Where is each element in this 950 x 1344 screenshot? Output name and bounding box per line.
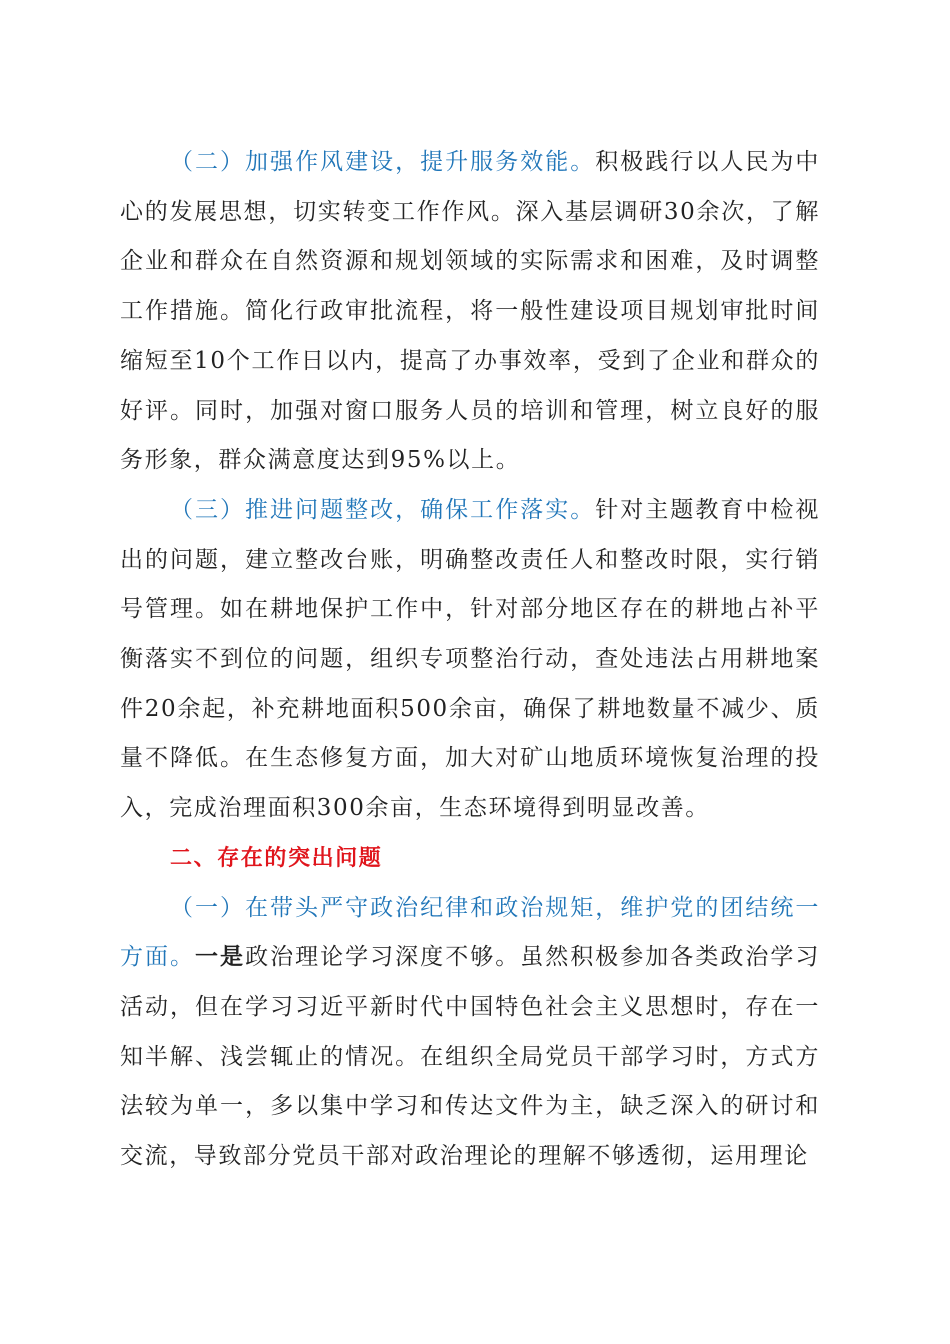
paragraph-political-discipline-text: 政治理论学习深度不够。虽然积极参加各类政治学习活动，但在学习习近平新时代中国特色社会主义思想时，存在一知半解、浅尝辄止的情况。在组织全局党员干部学习时，方式方法较为单一，多以集中学习和传达文件为主，缺乏深入的研讨和交流，导致部分党员干部对政治理论的理解不够透彻，运用理论	[120, 944, 820, 1170]
subheading-political-discipline: （一）在带头严守政治纪律和政治规矩，维护党的团结统一方面。	[120, 894, 820, 971]
paragraph-rectification-text: 针对主题教育中检视出的问题，建立整改台账，明确整改责任人和整改时限，实行销号管理。如在耕地保护工作中，针对部分地区存在的耕地占补平衡落实不到位的问题，组织专项整治行动，查处违法占用耕地案件20余起，补充耕地面积500余亩，确保了耕地数量不减少、质量不降低。在生态修复方面，加大对矿山地质环境恢复治理的投入，完成治理面积300余亩，生态环境得到明显改善。	[120, 496, 820, 822]
section-heading-problems: 二、存在的突出问题	[170, 845, 383, 871]
paragraph-work-style	[120, 138, 820, 486]
subheading-rectification: （三）推进问题整改，确保工作落实。	[170, 496, 596, 523]
paragraph-work-style-text: 积极践行以人民为中心的发展思想，切实转变工作作风。深入基层调研30余次，了解企业和群众在自然资源和规划领域的实际需求和困难，及时调整工作措施。简化行政审批流程，将一般性建设项目规划审批时间缩短至10个工作日以内，提高了办事效率，受到了企业和群众的好评。同时，加强对窗口服务人员的培训和管理，树立良好的服务形象，群众满意度达到95%以上。	[120, 149, 820, 474]
paragraph-rectification	[120, 486, 820, 834]
document-body	[120, 138, 820, 1182]
lead-first-point: 一是	[195, 944, 246, 971]
subheading-work-style: （二）加强作风建设，提升服务效能。	[170, 149, 596, 175]
paragraph-political-discipline	[120, 884, 820, 1182]
